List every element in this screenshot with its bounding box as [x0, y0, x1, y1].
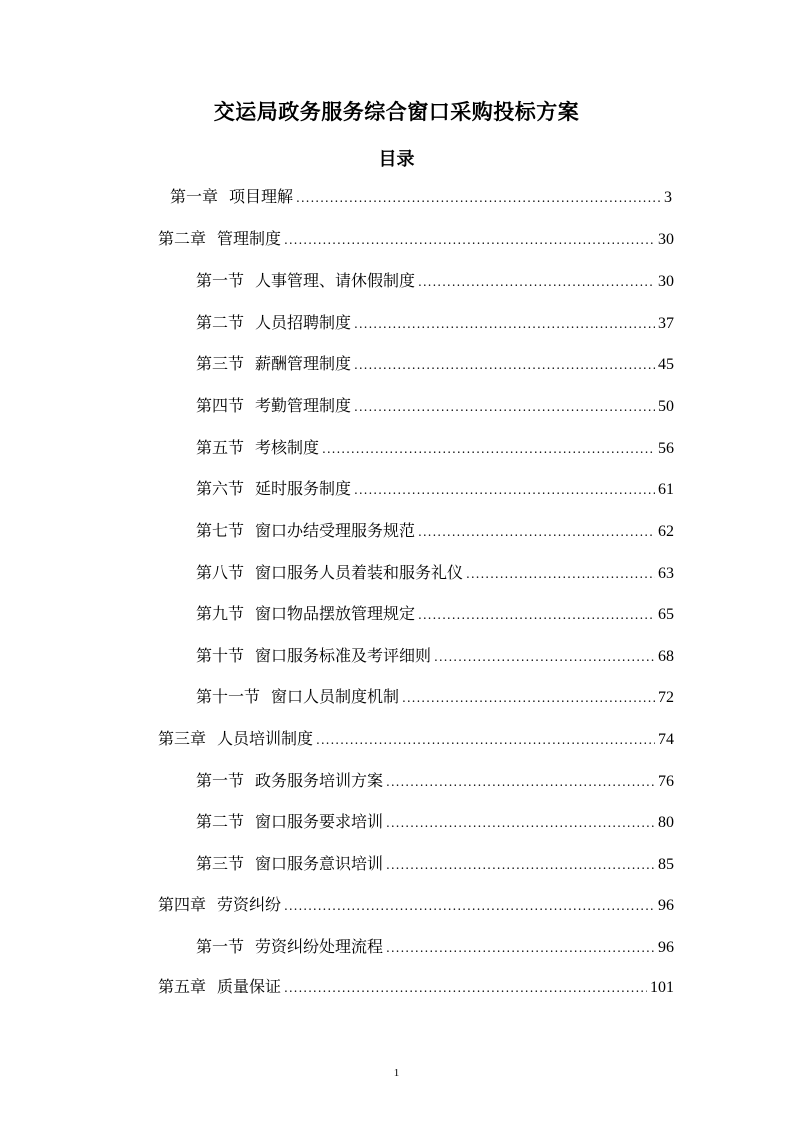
toc-entry-chapter-5[interactable]	[158, 976, 674, 998]
toc-entry-number: 第二章	[158, 229, 207, 248]
toc-leader-dots	[284, 895, 655, 917]
toc-entry-number: 第十一节	[196, 687, 261, 706]
toc-entry-number: 第八节	[196, 563, 245, 582]
toc-entry-page: 101	[650, 979, 674, 996]
toc-entry-title: 劳资纠纷处理流程	[255, 937, 384, 956]
toc-leader-dots	[354, 479, 655, 501]
toc-entry-title: 窗口服务要求培训	[255, 812, 384, 831]
toc-leader-dots	[354, 354, 655, 376]
toc-leader-dots	[386, 812, 655, 834]
toc-entry-page: 85	[658, 856, 674, 873]
toc-entry-page: 30	[658, 273, 674, 290]
toc-leader-dots	[418, 604, 655, 626]
toc-entry-title: 管理制度	[217, 229, 282, 248]
toc-entry-title: 人员招聘制度	[255, 313, 352, 332]
toc-entry-section[interactable]	[196, 312, 674, 334]
toc-entry-title: 窗口服务人员着装和服务礼仪	[255, 563, 464, 582]
toc-entry-page: 45	[658, 356, 674, 373]
toc-entry-page: 62	[658, 523, 674, 540]
toc-entry-section[interactable]	[196, 645, 674, 667]
toc-entry-page: 96	[658, 897, 674, 914]
toc-entry-section[interactable]	[196, 437, 674, 459]
toc-entry-title: 项目理解	[229, 187, 294, 206]
toc-leader-dots	[386, 771, 655, 793]
toc-entry-number: 第二节	[196, 812, 245, 831]
toc-leader-dots	[354, 396, 655, 418]
toc-entry-number: 第九节	[196, 604, 245, 623]
toc-leader-dots	[322, 438, 655, 460]
toc-entry-title: 延时服务制度	[255, 479, 352, 498]
toc-entry-page: 50	[658, 398, 674, 415]
toc-entry-section[interactable]	[196, 936, 674, 958]
toc-entry-number: 第五节	[196, 438, 245, 457]
toc-leader-dots	[296, 187, 661, 209]
toc-leader-dots	[466, 563, 655, 585]
toc-entry-number: 第三节	[196, 854, 245, 873]
toc-entry-title: 劳资纠纷	[217, 895, 282, 914]
toc-entry-page: 80	[658, 814, 674, 831]
toc-entry-number: 第十节	[196, 646, 245, 665]
toc-entry-chapter-1[interactable]	[170, 186, 672, 208]
toc-entry-number: 第一节	[196, 771, 245, 790]
toc-entry-title: 人事管理、请休假制度	[255, 271, 416, 290]
toc-entry-number: 第三章	[158, 729, 207, 748]
toc-entry-title: 政务服务培训方案	[255, 771, 384, 790]
toc-entry-title: 考勤管理制度	[255, 396, 352, 415]
toc-entry-title: 考核制度	[255, 438, 320, 457]
toc-entry-number: 第一章	[170, 187, 219, 206]
toc-entry-page: 30	[658, 231, 674, 248]
toc-entry-page: 65	[658, 606, 674, 623]
toc-entry-number: 第六节	[196, 479, 245, 498]
toc-leader-dots	[386, 854, 655, 876]
toc-entry-title: 窗口服务标准及考评细则	[255, 646, 432, 665]
toc-entry-title: 薪酬管理制度	[255, 354, 352, 373]
toc-leader-dots	[284, 977, 647, 999]
toc-entry-title: 人员培训制度	[217, 729, 314, 748]
toc-entry-section[interactable]	[196, 603, 674, 625]
toc-entry-title: 窗口办结受理服务规范	[255, 521, 416, 540]
toc-leader-dots	[354, 313, 655, 335]
toc-heading: 目录	[378, 149, 415, 170]
toc-entry-section[interactable]	[196, 770, 674, 792]
toc-leader-dots	[284, 229, 655, 251]
toc-leader-dots	[418, 521, 655, 543]
toc-entry-title: 窗口物品摆放管理规定	[255, 604, 416, 623]
toc-entry-number: 第三节	[196, 354, 245, 373]
page-number: 1	[393, 1067, 400, 1079]
toc-leader-dots	[316, 729, 655, 751]
toc-entry-section[interactable]	[196, 353, 674, 375]
toc-leader-dots	[434, 646, 655, 668]
toc-entry-section[interactable]	[196, 478, 674, 500]
toc-entry-page: 76	[658, 773, 674, 790]
document-title: 交运局政务服务综合窗口采购投标方案	[213, 100, 580, 124]
toc-entry-page: 37	[658, 315, 674, 332]
toc-entry-page: 72	[658, 689, 674, 706]
toc-entry-title: 质量保证	[217, 977, 282, 996]
toc-entry-section[interactable]	[196, 562, 674, 584]
toc-entry-number: 第七节	[196, 521, 245, 540]
toc-entry-page: 63	[658, 565, 674, 582]
toc-entry-section[interactable]	[196, 811, 674, 833]
toc-entry-page: 74	[658, 731, 674, 748]
toc-entry-number: 第一节	[196, 271, 245, 290]
toc-entry-number: 第四章	[158, 895, 207, 914]
toc-entry-page: 68	[658, 648, 674, 665]
toc-entry-title: 窗口服务意识培训	[255, 854, 384, 873]
toc-leader-dots	[418, 271, 655, 293]
toc-entry-page: 61	[658, 481, 674, 498]
toc-leader-dots	[402, 687, 655, 709]
toc-entry-section[interactable]	[196, 395, 674, 417]
toc-entry-page: 3	[664, 189, 672, 206]
toc-entry-chapter-4[interactable]	[158, 894, 674, 916]
toc-entry-title: 窗口人员制度机制	[271, 687, 400, 706]
toc-entry-section[interactable]	[196, 270, 674, 292]
toc-entry-number: 第一节	[196, 937, 245, 956]
toc-entry-section[interactable]	[196, 853, 674, 875]
toc-entry-page: 56	[658, 440, 674, 457]
toc-entry-page: 96	[658, 939, 674, 956]
toc-entry-section[interactable]	[196, 520, 674, 542]
toc-entry-number: 第二节	[196, 313, 245, 332]
toc-entry-chapter-3[interactable]	[158, 728, 674, 750]
toc-entry-number: 第五章	[158, 977, 207, 996]
toc-leader-dots	[386, 937, 655, 959]
toc-entry-number: 第四节	[196, 396, 245, 415]
toc-entry-chapter-2[interactable]	[158, 228, 674, 250]
toc-entry-section[interactable]	[196, 686, 674, 708]
